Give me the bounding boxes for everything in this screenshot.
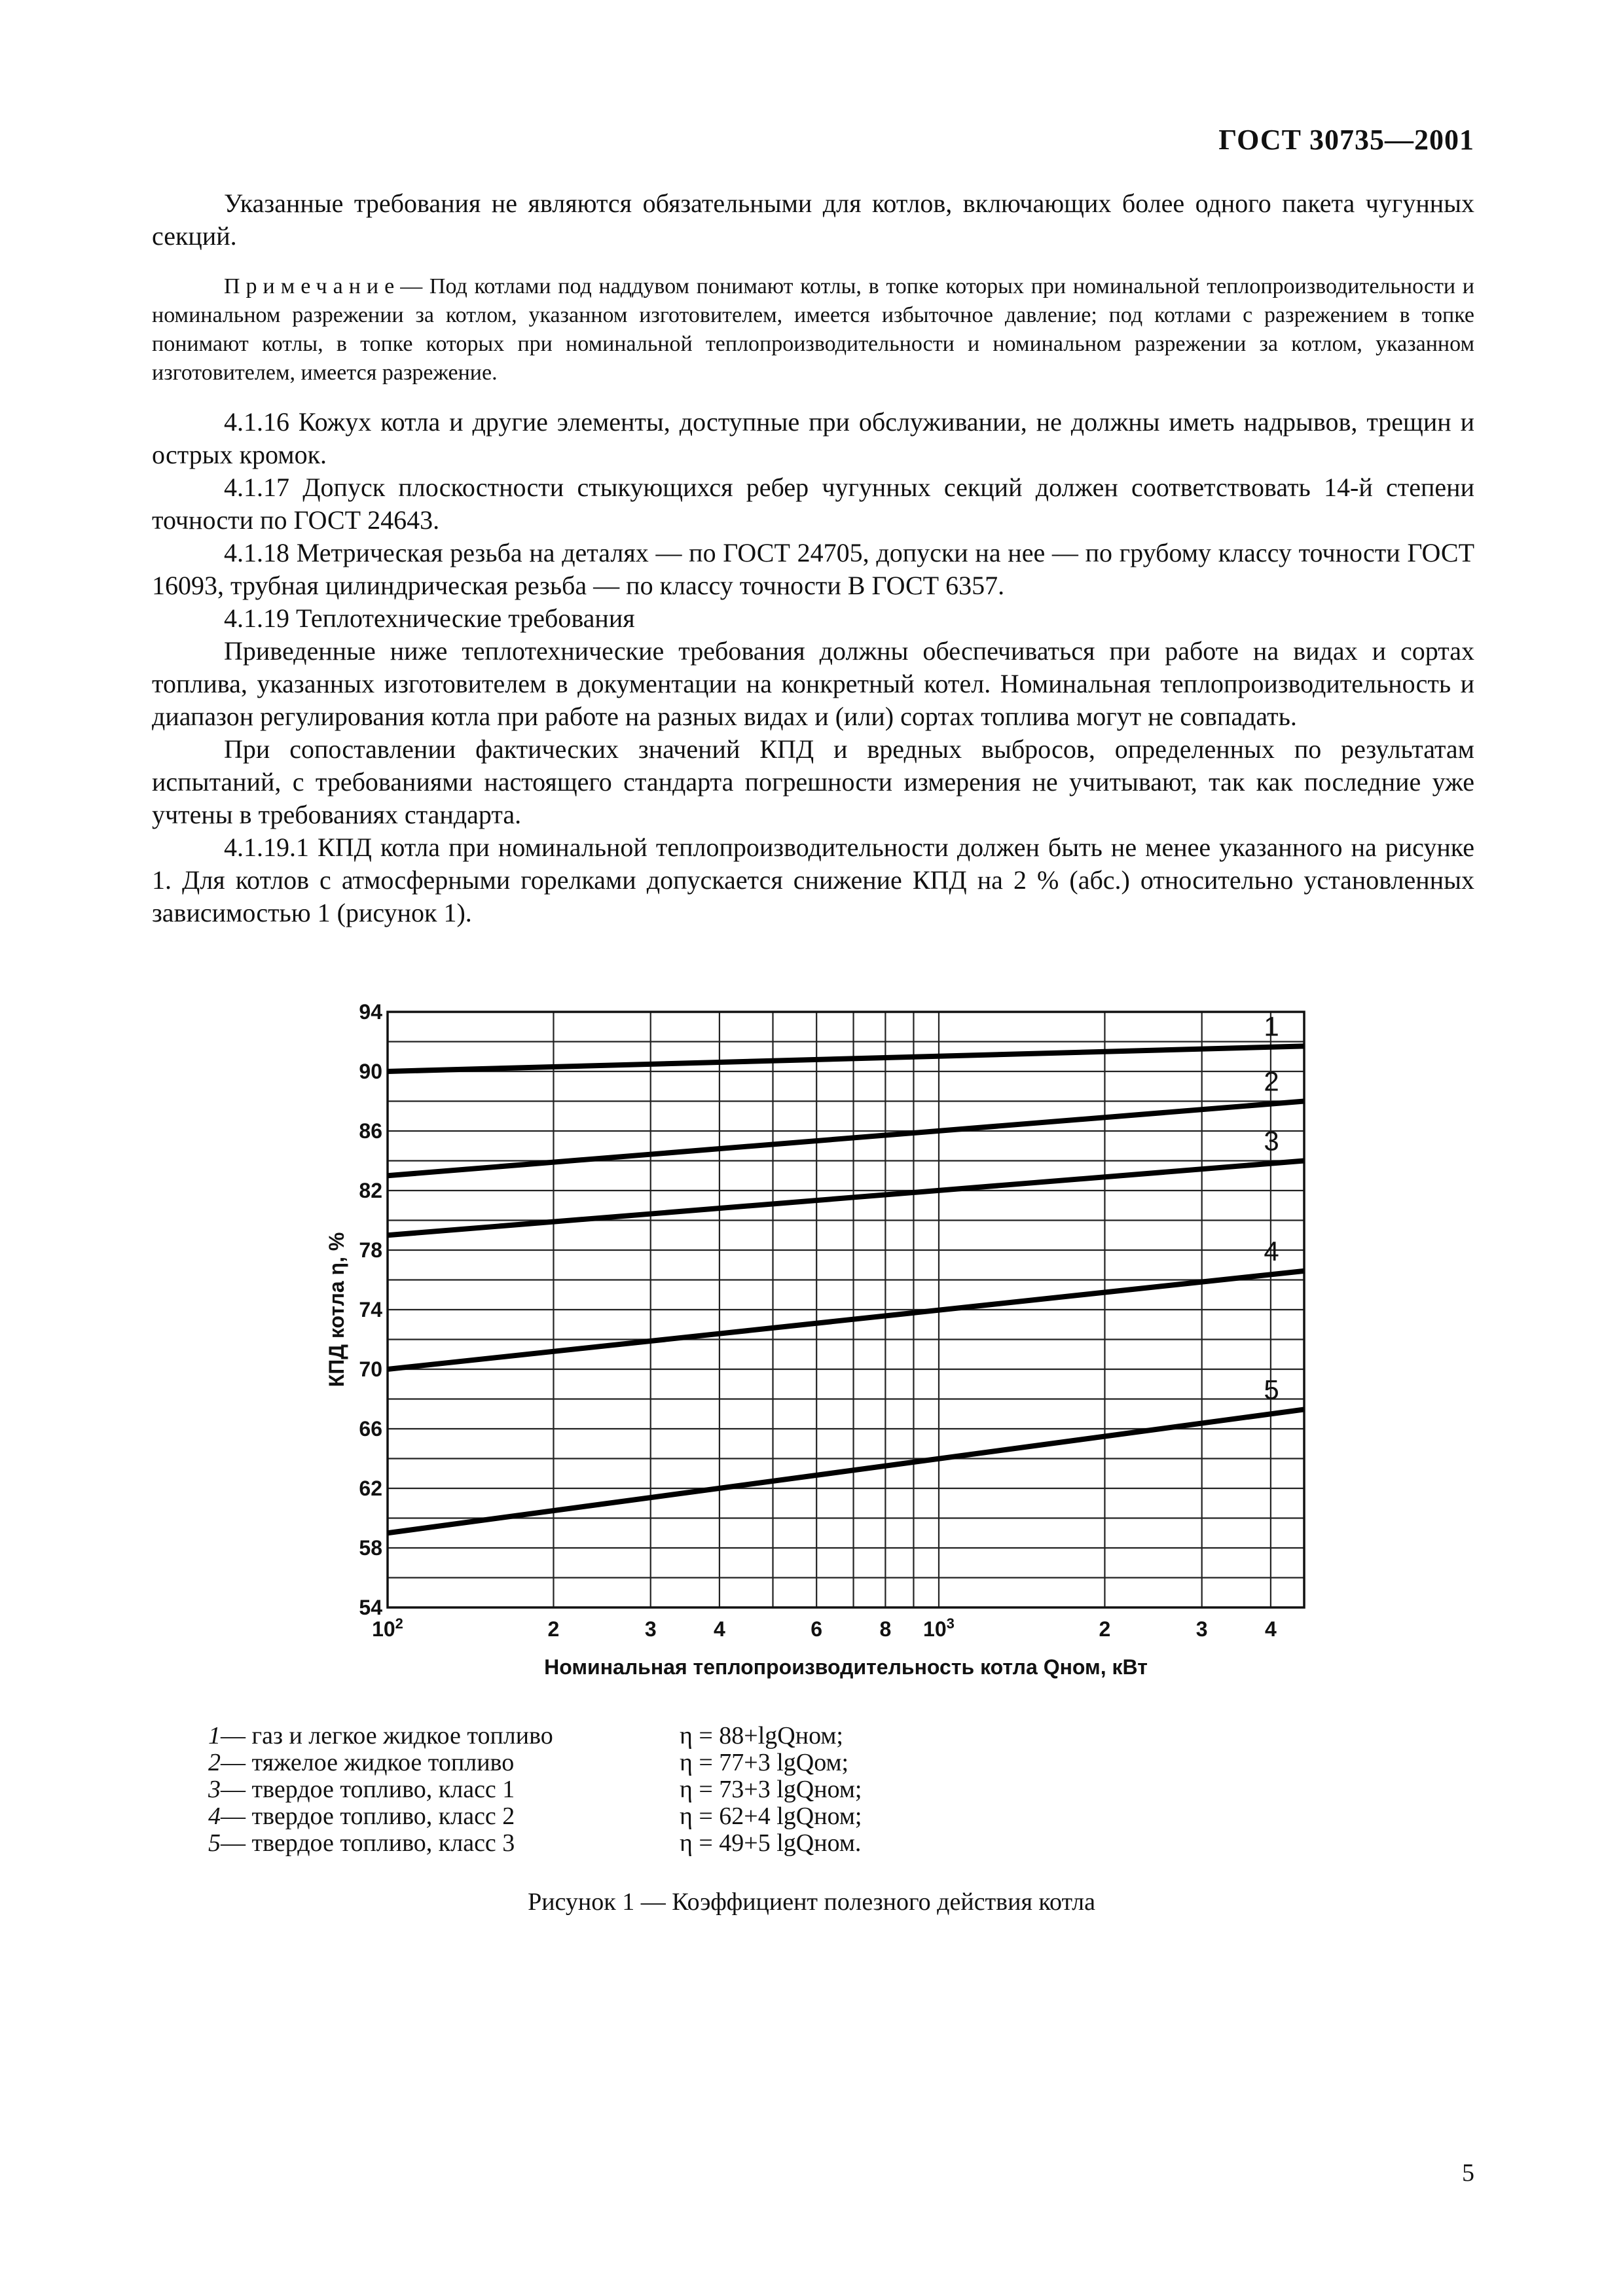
figure-legend <box>208 1723 994 1857</box>
legend-formula: η = 88+lgQном; <box>680 1722 843 1749</box>
y-tick-label: 78 <box>359 1238 382 1262</box>
legend-label: — газ и легкое жидкое топливо <box>221 1722 553 1749</box>
legend-row <box>208 1749 994 1776</box>
series-line <box>388 1161 1304 1236</box>
x-axis-label: Номинальная теплопроизводительность котла Qном, кВт <box>544 1655 1148 1679</box>
legend-label: — твердое топливо, класс 3 <box>221 1829 515 1857</box>
series-label: 4 <box>1264 1235 1279 1266</box>
y-tick-label: 70 <box>359 1357 382 1381</box>
legend-number: 2 <box>208 1749 221 1776</box>
legend-formula: η = 62+4 lgQном; <box>680 1803 862 1830</box>
legend-label: — тяжелое жидкое топливо <box>221 1749 515 1776</box>
x-tick-label: $10^3$ <box>923 1615 955 1641</box>
paragraph-4-1-19-1: 4.1.19.1 КПД котла при номинальной теплопроизводительности должен быть не менее указанного на рисунке 1. Для котлов с атмосферными горелками допускается снижение КПД на 2 % (абс.) относительно установленных зависимостью 1 (рисунок 1). <box>152 833 1474 927</box>
x-tick-label: 4 <box>1264 1617 1277 1641</box>
legend-number: 3 <box>208 1776 221 1803</box>
paragraph-4-1-18: 4.1.18 Метрическая резьба на деталях — по ГОСТ 24705, допуски на нее — по грубому классу точности ГОСТ 16093, трубная цилиндрическая резьба — по классу точности В ГОСТ 6357. <box>152 538 1474 600</box>
y-axis-label: КПД котла η, % <box>325 1232 348 1388</box>
series-line <box>388 1046 1304 1071</box>
series-label: 1 <box>1264 1011 1279 1042</box>
document-header <box>0 123 1474 156</box>
legend-row <box>208 1803 994 1830</box>
body-text <box>152 187 1474 929</box>
legend-row <box>208 1723 994 1749</box>
paragraph-4-1-19: 4.1.19 Теплотехнические требования <box>224 603 635 633</box>
paragraph-4-1-17: 4.1.17 Допуск плоскостности стыкующихся ребер чугунных секций должен соответствовать 14-й степени точности по ГОСТ 24643. <box>152 473 1474 535</box>
x-tick-label: $10^2$ <box>372 1615 403 1641</box>
figure-caption: Рисунок 1 — Коэффициент полезного действия котла <box>528 1888 1095 1916</box>
y-tick-label: 58 <box>359 1536 382 1560</box>
legend-formula: η = 73+3 lgQном; <box>680 1776 862 1803</box>
x-tick-label: 8 <box>879 1617 892 1641</box>
x-tick-label: 4 <box>714 1617 725 1641</box>
x-tick-label: 3 <box>644 1617 657 1641</box>
legend-row <box>208 1830 994 1857</box>
legend-label: — твердое топливо, класс 1 <box>221 1776 515 1803</box>
legend-number: 1 <box>208 1722 221 1749</box>
paragraph-intro: Указанные требования не являются обязательными для котлов, включающих более одного пакета чугунных секций. <box>152 188 1474 251</box>
note-label: Примечание <box>224 274 401 298</box>
paragraph-measurement-error: При сопоставлении фактических значений КПД и вредных выбросов, определенных по результатам испытаний, с требованиями настоящего стандарта погрешности измерения не учитывают, так как последние уже учтены в требованиях стандарта. <box>152 734 1474 829</box>
x-tick-label: 2 <box>547 1617 560 1641</box>
series-line <box>388 1271 1304 1369</box>
standard-number: ГОСТ 30735—2001 <box>1218 124 1474 156</box>
y-tick-label: 94 <box>359 1001 382 1024</box>
y-tick-label: 90 <box>359 1060 382 1083</box>
paragraph-4-1-16: 4.1.16 Кожух котла и другие элементы, доступные при обслуживании, не должны иметь надрывов, трещин и острых кромок. <box>152 407 1474 469</box>
series-label: 3 <box>1264 1125 1279 1157</box>
paragraph-thermal-requirements: Приведенные ниже теплотехнические требования должны обеспечиваться при работе на видах и сортах топлива, указанных изготовителем в документации на конкретный котел. Номинальная теплопроизводительность и диапазон регулирования котла при работе на разных видах и (или) сортах топлива могут не совпадать. <box>152 636 1474 731</box>
y-tick-label: 74 <box>359 1298 382 1321</box>
page-number: 5 <box>1462 2159 1474 2187</box>
note <box>152 272 1474 387</box>
y-tick-label: 54 <box>359 1596 382 1619</box>
series-label: 5 <box>1264 1374 1279 1405</box>
x-tick-label: 2 <box>1099 1617 1111 1641</box>
y-tick-label: 82 <box>359 1179 382 1202</box>
series-label: 2 <box>1264 1066 1279 1097</box>
efficiency-chart <box>314 1001 1336 1695</box>
note-text: — Под котлами под наддувом понимают котлы, в топке которых при номинальной теплопроизводительности и номинальном разрежении за котлом, указанном изготовителем, имеется избыточное давление; под котлами с разрежением в топке понимают котлы, в топке которых при номинальной теплопроизводительности и номинальном разрежении за котлом, указанном изготовителем, имеется разрежение. <box>152 274 1474 385</box>
series-line <box>388 1102 1304 1176</box>
legend-row <box>208 1776 994 1803</box>
legend-number: 5 <box>208 1829 221 1857</box>
series-line <box>388 1409 1304 1533</box>
y-tick-label: 66 <box>359 1417 382 1441</box>
legend-formula: η = 49+5 lgQном. <box>680 1829 862 1857</box>
x-tick-label: 3 <box>1195 1617 1208 1641</box>
x-tick-label: 6 <box>811 1617 823 1641</box>
y-tick-label: 62 <box>359 1477 382 1500</box>
legend-formula: η = 77+3 lgQом; <box>680 1749 849 1776</box>
legend-number: 4 <box>208 1803 221 1830</box>
legend-label: — твердое топливо, класс 2 <box>221 1803 515 1830</box>
chart-svg <box>314 1001 1336 1695</box>
y-tick-label: 86 <box>359 1119 382 1143</box>
